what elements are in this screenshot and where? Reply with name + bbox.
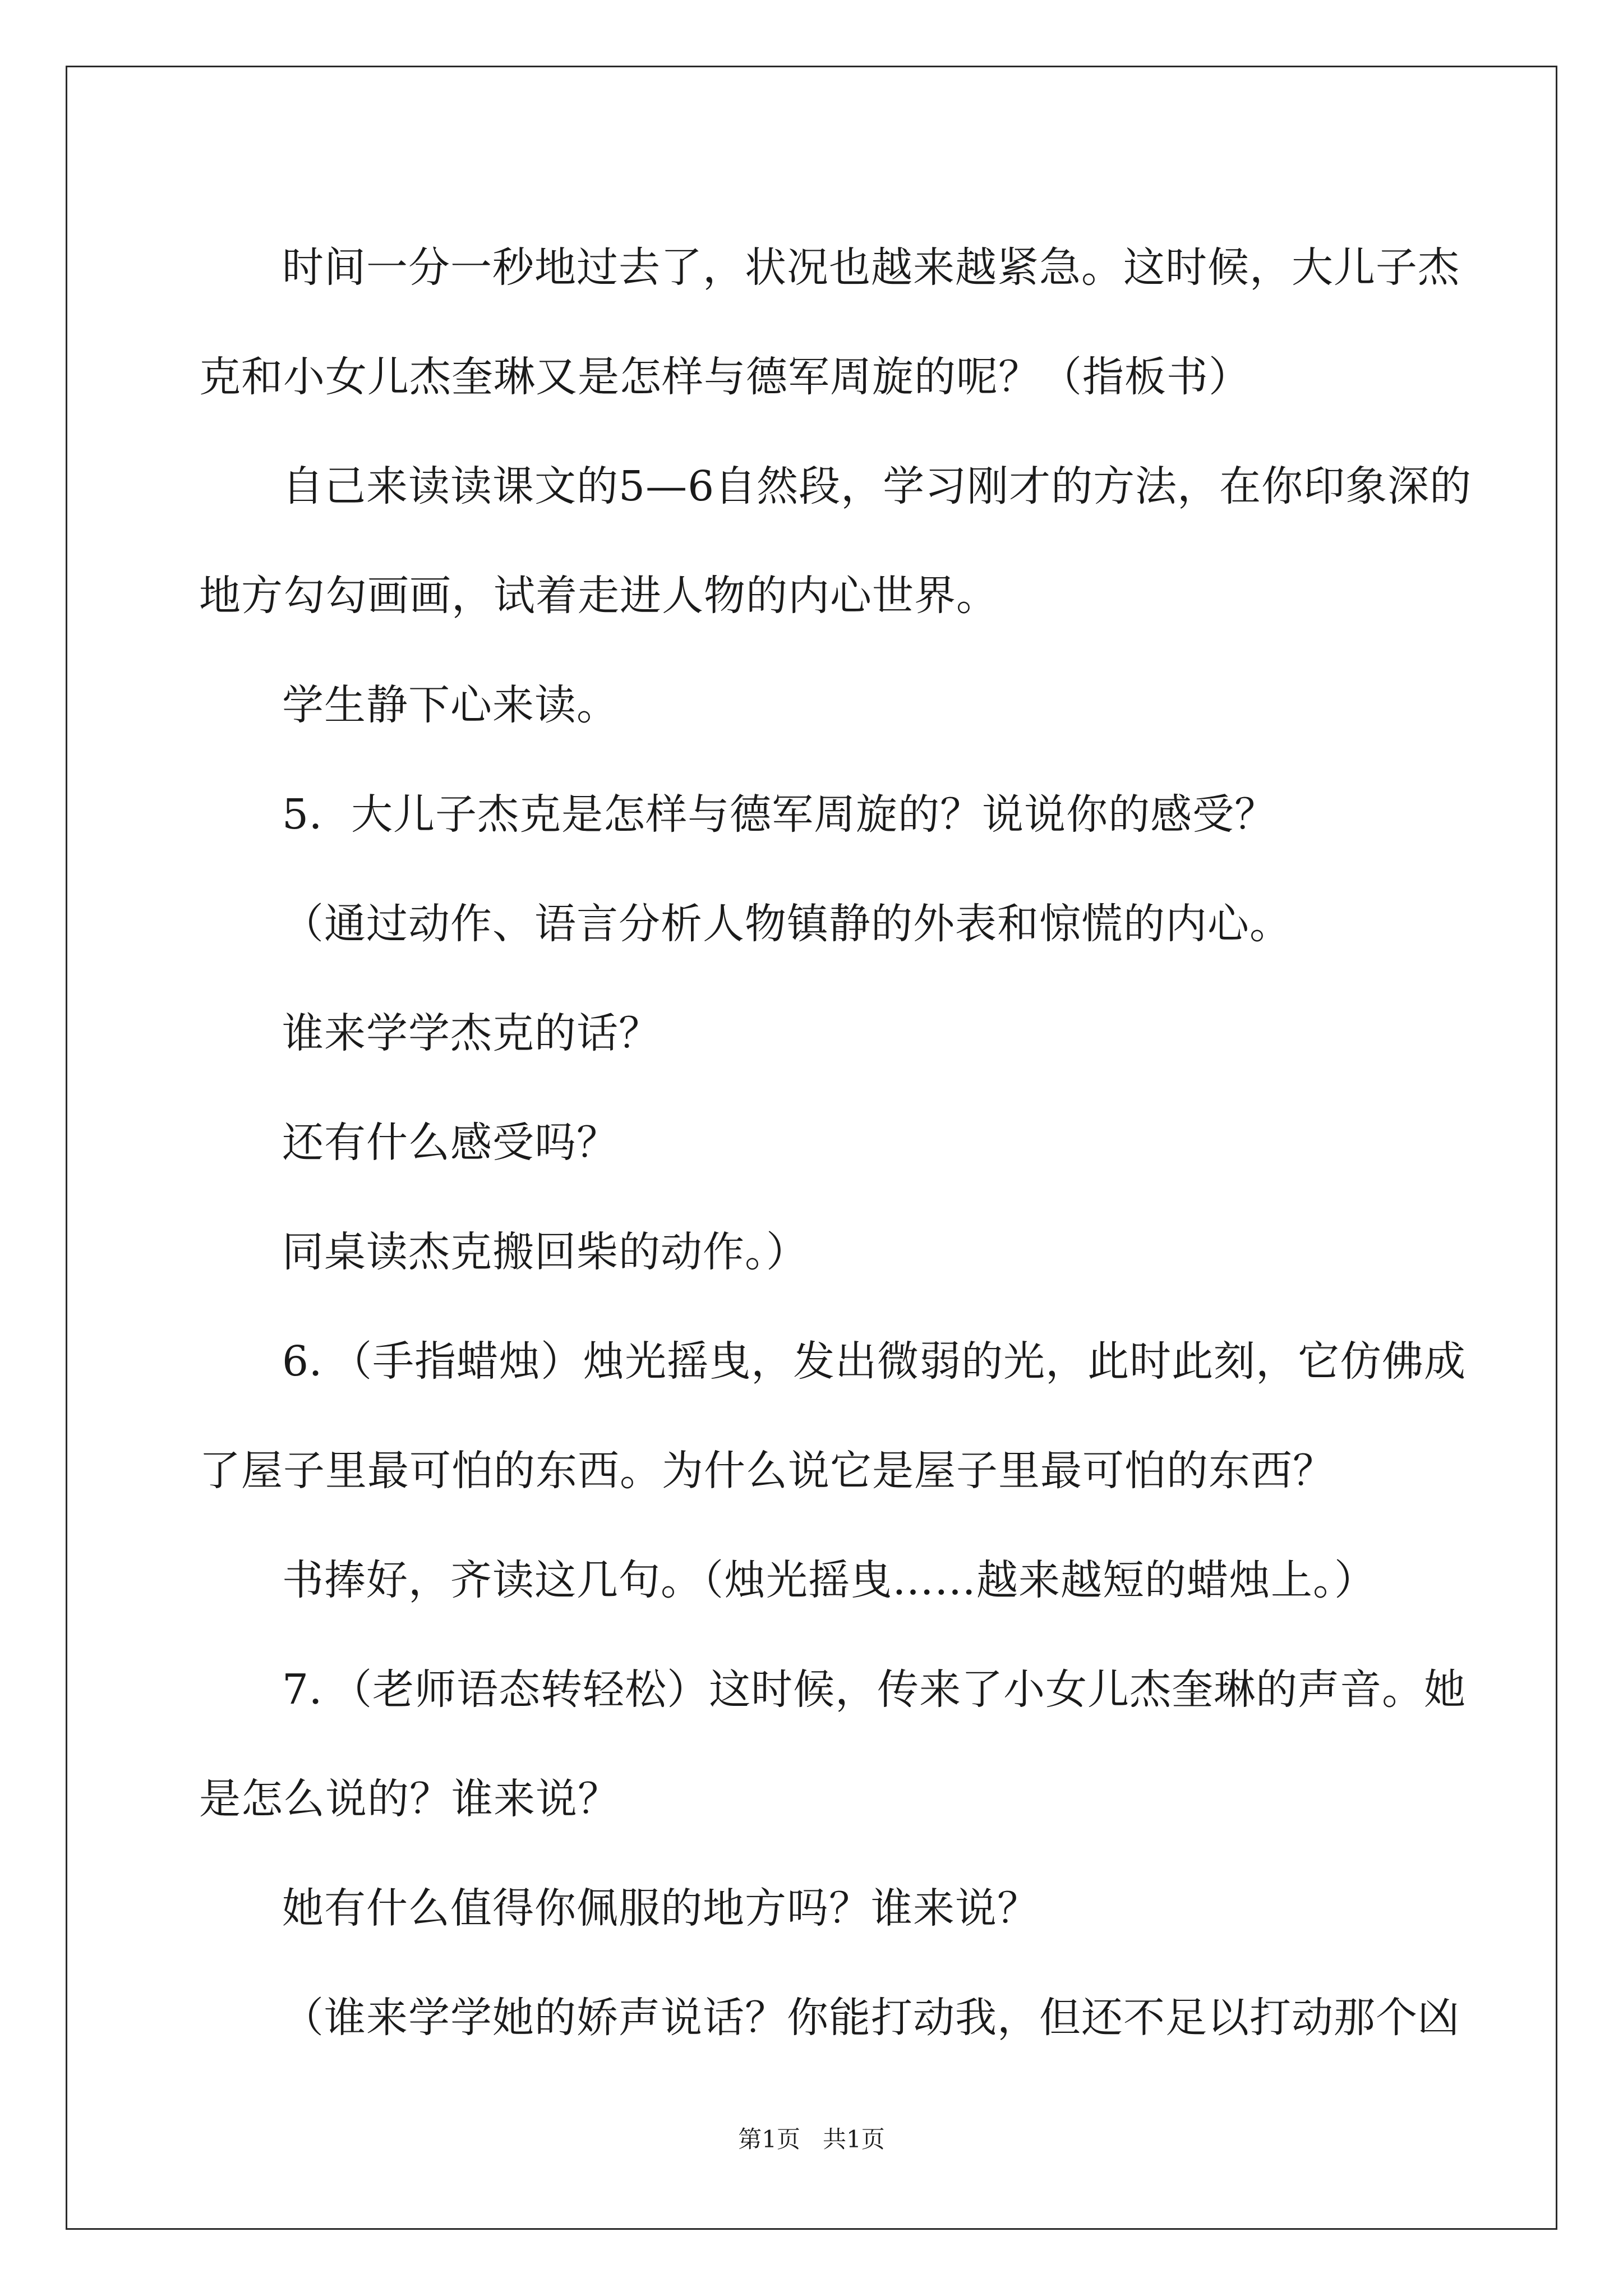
document-body: [199, 213, 1472, 2073]
paragraph-line: 地方勾勾画画，试着走进人物的内心世界。: [199, 572, 998, 620]
paragraph-line: （谁来学学她的娇声说话？你能打动我，但还不足以打动那个凶: [282, 1994, 1460, 2042]
paragraph-line: 是怎么说的？谁来说？: [199, 1775, 620, 1823]
paragraph-line: 自己来读读课文的5—6自然段，学习刚才的方法，在你印象深的: [282, 462, 1472, 510]
page-footer: [0, 2123, 1623, 2156]
paragraph-line: 同桌读杰克搬回柴的动作。）: [282, 1228, 808, 1276]
paragraph-line: 7．（老师语态转轻松）这时候，传来了小女儿杰奎琳的声音。她: [282, 1665, 1467, 1714]
paragraph-line: 书捧好，齐读这几句。（烛光摇曳……越来越短的蜡烛上。）: [282, 1556, 1376, 1604]
paragraph-line: 学生静下心来读。: [282, 681, 619, 729]
paragraph-line: 还有什么感受吗？: [282, 1119, 619, 1167]
page-total: 共1页: [823, 2125, 885, 2153]
paragraph-line: （通过动作、语言分析人物镇静的外表和惊慌的内心。: [282, 900, 1292, 948]
paragraph-line: 了屋子里最可怕的东西。为什么说它是屋子里最可怕的东西？: [199, 1447, 1335, 1495]
page-number: 第1页: [738, 2125, 800, 2153]
paragraph-line: 6．（手指蜡烛）烛光摇曳，发出微弱的光，此时此刻，它仿佛成: [282, 1337, 1467, 1386]
paragraph-line: 她有什么值得你佩服的地方吗？谁来说？: [282, 1884, 1039, 1932]
paragraph-line: 时间一分一秒地过去了，状况也越来越紧急。这时候，大儿子杰: [282, 243, 1460, 292]
paragraph-line: 谁来学学杰克的话？: [282, 1009, 661, 1057]
paragraph-line: 克和小女儿杰奎琳又是怎样与德军周旋的呢？（指板书）: [199, 353, 1251, 401]
paragraph-line: 5．大儿子杰克是怎样与德军周旋的？说说你的感受？: [282, 790, 1277, 839]
